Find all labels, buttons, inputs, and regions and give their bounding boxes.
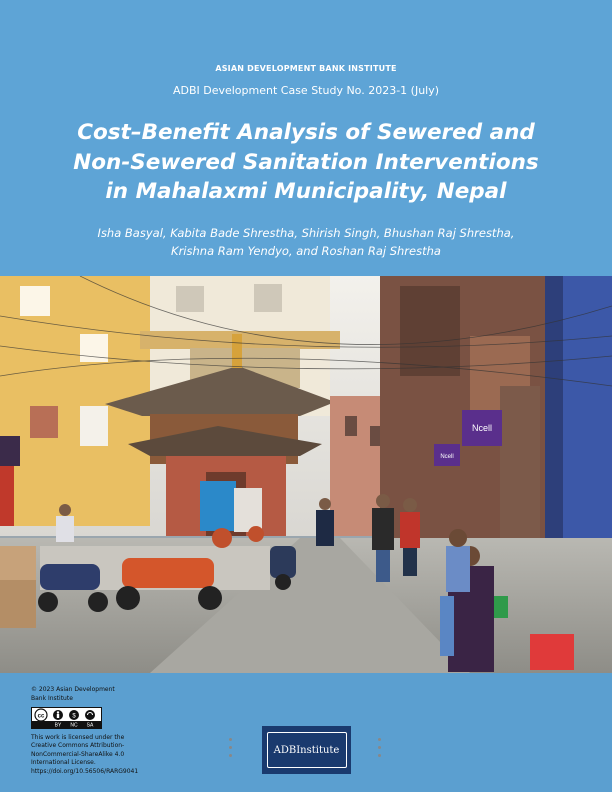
logo-text: ADBInstitute bbox=[267, 732, 347, 768]
creative-commons-badge[interactable] bbox=[31, 707, 102, 729]
street-scene-illustration bbox=[0, 276, 612, 673]
author-line: Isha Basyal, Kabita Bade Shrestha, Shirish Singh, Bhushan Raj Shrestha, bbox=[97, 226, 515, 240]
license-line: International License. bbox=[31, 759, 96, 767]
author-list bbox=[0, 225, 612, 260]
copyright-notice bbox=[31, 686, 131, 703]
organization-name: ASIAN DEVELOPMENT BANK INSTITUTE bbox=[215, 64, 397, 73]
series-label: ADBI Development Case Study No. 2023-1 (July) bbox=[172, 84, 440, 97]
store-sign: Ncell bbox=[471, 423, 493, 433]
svg-text:$: $ bbox=[72, 713, 76, 720]
title-line: Cost–Benefit Analysis of Sewered and bbox=[77, 120, 535, 145]
svg-text:cc: cc bbox=[37, 713, 45, 720]
license-line: Creative Commons Attribution- bbox=[31, 742, 125, 750]
copyright-line: © 2023 Asian Development bbox=[31, 686, 115, 693]
title-line: in Mahalaxmi Municipality, Nepal bbox=[105, 179, 507, 204]
title-line: Non-Sewered Sanitation Interventions bbox=[73, 149, 539, 175]
license-notice bbox=[31, 734, 151, 776]
license-line: NonCommercial-ShareAlike 4.0 bbox=[31, 750, 125, 758]
cover-photo bbox=[0, 276, 612, 673]
decorative-dots-left bbox=[229, 738, 233, 762]
license-line: This work is licensed under the bbox=[31, 734, 125, 741]
cc-sa-label: SA bbox=[86, 722, 94, 728]
adbi-logo bbox=[262, 726, 351, 774]
store-sign: Ncell bbox=[440, 454, 454, 460]
cc-nc-label: NC bbox=[70, 722, 78, 728]
cc-license-icon bbox=[32, 708, 101, 728]
author-line: Krishna Ram Yendyo, and Roshan Raj Shrestha bbox=[171, 243, 441, 258]
copyright-line: Bank Institute bbox=[31, 694, 73, 702]
cc-by-label: BY bbox=[54, 722, 62, 728]
decorative-dots-right bbox=[378, 738, 382, 762]
doi-link[interactable]: https://doi.org/10.56506/RARG9041 bbox=[31, 767, 139, 775]
report-title bbox=[0, 118, 612, 207]
